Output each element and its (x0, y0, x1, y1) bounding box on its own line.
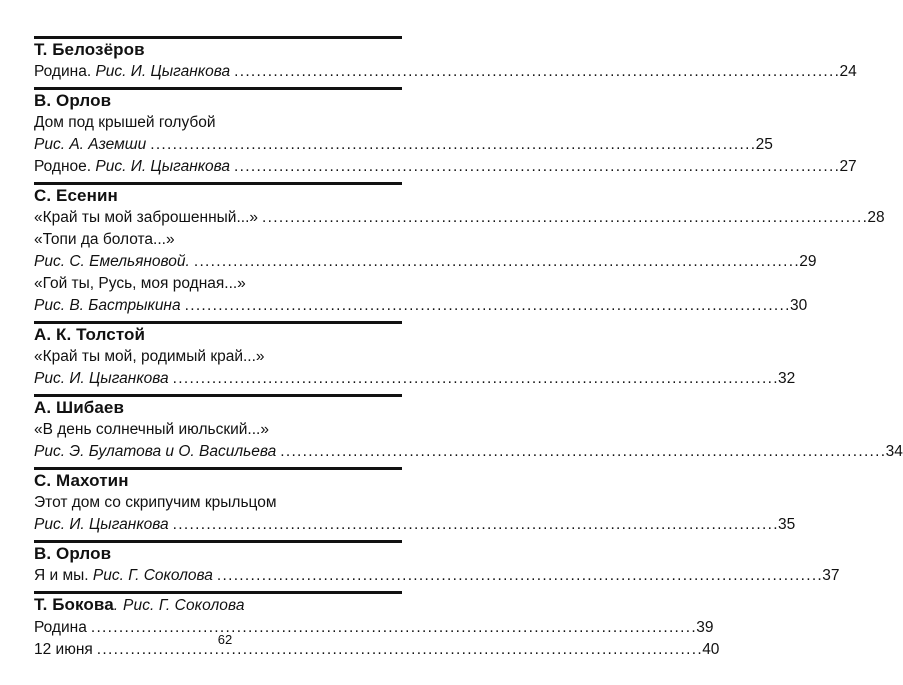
toc-entry (34, 514, 796, 536)
dot-leader (234, 156, 837, 178)
dot-leader (185, 295, 788, 317)
entry-title: «Край ты мой заброшенный...» (34, 209, 259, 226)
dot-leader (280, 441, 883, 463)
entry-illustrator: Рис. Г. Соколова (92, 567, 213, 584)
entry-page: 28 (867, 209, 885, 226)
toc-section (34, 319, 796, 392)
dot-leader (150, 134, 753, 156)
page-number: 62 (217, 632, 233, 647)
table-of-contents (34, 34, 903, 663)
toc-entry (34, 156, 857, 178)
entry-title: 12 июня (34, 641, 93, 658)
author-name: А. К. Толстой (34, 325, 146, 344)
entry-title: Я и мы. (34, 567, 89, 584)
toc-entry (34, 61, 857, 83)
author-name: С. Есенин (34, 186, 118, 205)
toc-section (34, 180, 885, 319)
entry-title: Родина (34, 619, 87, 636)
entry-page: 35 (778, 516, 796, 533)
entry-title: Дом под крышей голубой (34, 114, 216, 131)
toc-entry (34, 368, 796, 390)
dot-leader (262, 207, 865, 229)
entry-illustrator: Рис. И. Цыганкова (95, 158, 231, 175)
author-name: Т. Бокова. Рис. Г. Соколова (34, 595, 245, 614)
author-name: В. Орлов (34, 544, 112, 563)
toc-section (34, 465, 796, 538)
entry-page: 29 (799, 253, 817, 270)
entry-title: «Топи да болота...» (34, 231, 175, 248)
dot-leader (194, 251, 797, 273)
toc-entry (34, 441, 903, 463)
entry-title: Родное. (34, 158, 92, 175)
toc-entry (34, 251, 817, 273)
entry-page: 40 (702, 641, 720, 658)
entry-title: «В день солнечный июльский...» (34, 421, 269, 438)
entry-illustrator: Рис. И. Цыганкова (95, 63, 231, 80)
author-illustrator: Рис. Г. Соколова (123, 597, 245, 614)
toc-section (34, 392, 903, 465)
toc-entry (34, 295, 808, 317)
entry-illustrator: Рис. И. Цыганкова (34, 516, 169, 533)
author-name: А. Шибаев (34, 398, 125, 417)
entry-title: «Гой ты, Русь, моя родная...» (34, 275, 246, 292)
entry-page: 25 (755, 136, 773, 153)
toc-section (34, 85, 857, 180)
entry-illustrator: Рис. А. Аземши (34, 136, 147, 153)
entry-illustrator: Рис. И. Цыганкова (34, 370, 169, 387)
entry-page: 37 (822, 567, 840, 584)
entry-page: 27 (839, 158, 857, 175)
toc-entry (34, 565, 840, 587)
dot-leader (173, 514, 776, 536)
entry-page: 34 (885, 443, 903, 460)
entry-page: 24 (839, 63, 857, 80)
entry-page: 39 (696, 619, 714, 636)
entry-title: Родина. (34, 63, 92, 80)
entry-title: «Край ты мой, родимый край...» (34, 348, 265, 365)
entry-illustrator: Рис. С. Емельяновой. (34, 253, 190, 270)
author-name: Т. Белозёров (34, 40, 145, 59)
entry-page: 32 (778, 370, 796, 387)
entry-illustrator: Рис. Э. Булатова и О. Васильева (34, 443, 277, 460)
dot-leader (234, 61, 837, 83)
dot-leader (173, 368, 776, 390)
author-name: С. Махотин (34, 471, 129, 490)
entry-illustrator: Рис. В. Бастрыкина (34, 297, 181, 314)
dot-leader (217, 565, 820, 587)
entry-title: Этот дом со скрипучим крыльцом (34, 494, 277, 511)
toc-section (34, 589, 720, 663)
toc-entry (34, 207, 885, 229)
author-name: В. Орлов (34, 91, 112, 110)
toc-entry (34, 134, 773, 156)
toc-section (34, 34, 857, 85)
entry-page: 30 (789, 297, 808, 314)
toc-section (34, 538, 840, 589)
